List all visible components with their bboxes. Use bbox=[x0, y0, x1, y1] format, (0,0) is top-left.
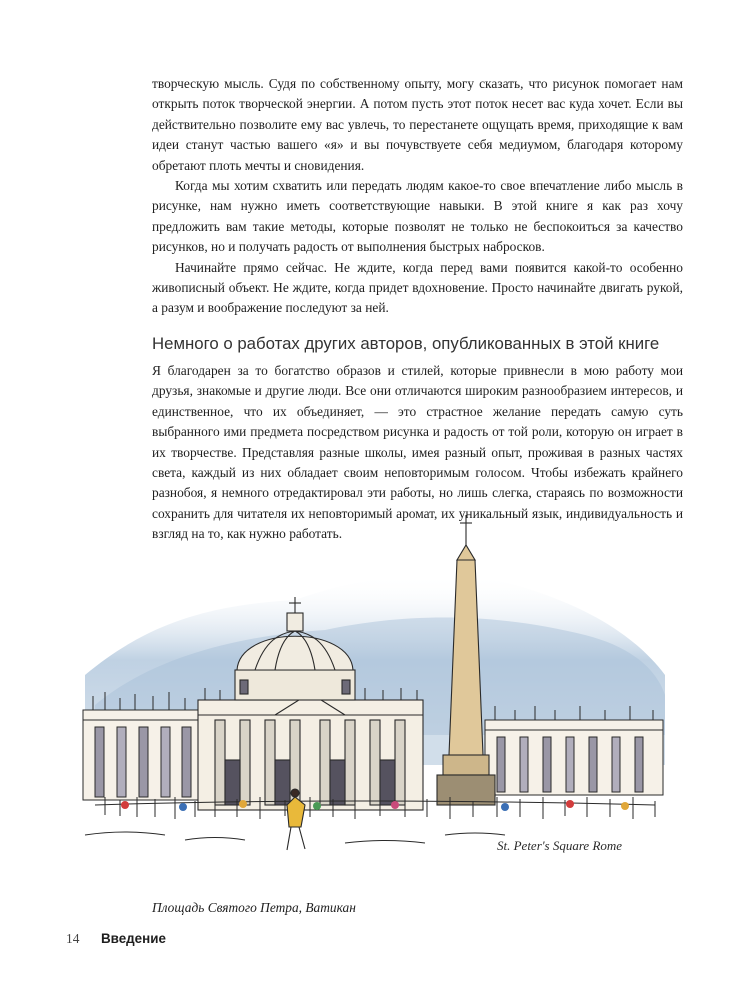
paragraph: Когда мы хотим схватить или передать людям какое-то свое впечатление либо мысль в рисунке, нам нужно иметь соответствующие навыки. В этой книге я как раз хочу предложить вам такие методы, которые позволят не только не беспокоиться за качество рисунков, но и получать радость от выполнения быстрых набросков. bbox=[152, 178, 683, 255]
image-caption: Площадь Святого Петра, Ватикан bbox=[152, 900, 356, 915]
page-number: 14 bbox=[66, 931, 80, 946]
paragraph: Начинайте прямо сейчас. Не ждите, когда перед вами появится какой-то особенно живописный объект. Не ждите, когда придет вдохновение. Просто начинайте двигать рукой, а разум и воображение последуют за ней. bbox=[152, 259, 683, 316]
artist-signature: St. Peter's Square Rome bbox=[497, 838, 623, 853]
running-footer-title: Введение bbox=[101, 931, 166, 946]
paragraph: Я благодарен за то богатство образов и стилей, которые привнесли в мою работу мои друзья, знакомые и другие люди. Все они отличаются широким разнообразием интересов, и единственное, что их объединяет, — это страстное желание передать самую суть выбранного ими предмета посредством рисунка и радость от той роли, которую он играет в их творчестве. Представляя разные школы, имея разный опыт, проживая в разных частях света, каждый из них обладает своим неповторимым голосом. Чтобы избежать крайнего разнобоя, я немного отредактировал эти работы, но лишь слегка, стараясь по возможности сохранить для читателя их неповторимый аромат, их уникальный язык, индивидуальность и взгляд на то, как нужно работать. bbox=[152, 362, 683, 542]
st-peters-square-illustration bbox=[65, 505, 677, 883]
paragraph: творческую мысль. Судя по собственному опыту, могу сказать, что рисунок помогает нам открыть поток творческой энергии. А потом пусть этот поток несет вас куда хочет. Если вы действительно позволите ему вас увлечь, то перестанете ощущать время, приходящие к вам идеи станут частью вашего «я» и вы почувствуете себя медиумом, благодаря которому обретают плоть мечты и сновидения. bbox=[152, 76, 683, 173]
section-heading: Немного о работах других авторов, опубликованных в этой книге bbox=[152, 333, 660, 353]
body-text bbox=[152, 74, 683, 545]
